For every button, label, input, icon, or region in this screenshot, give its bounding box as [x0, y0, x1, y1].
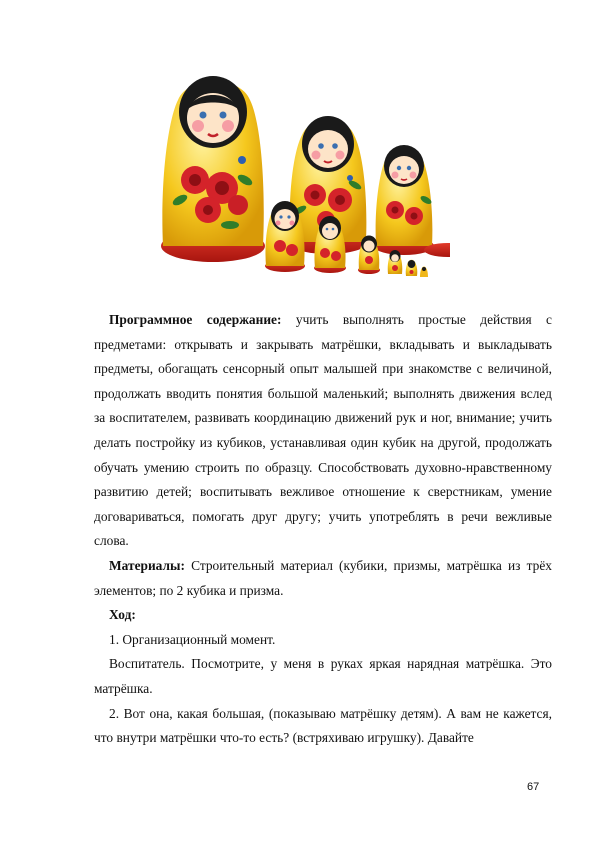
doll-10 [420, 267, 428, 278]
doll-1 [161, 76, 265, 262]
paragraph-program-content [94, 308, 552, 554]
text-step-2: 2. Вот она, какая большая, (показываю матрёшку детям). А вам не кажется, что внутри матрёшки что-то есть? (встряхиваю игрушку). Давайте [94, 705, 552, 746]
paragraph-materials [94, 554, 552, 603]
doll-9 [406, 260, 418, 276]
paragraph-course [94, 603, 552, 628]
paragraph-step-2 [94, 702, 552, 751]
text-step-1: 1. Организационный момент. [109, 631, 276, 647]
matryoshka-photo [150, 60, 450, 282]
paragraph-step-1 [94, 628, 552, 653]
doll-3 [374, 145, 434, 255]
heading-program-content: Программное содержание: [109, 312, 282, 327]
heading-course: Ход: [109, 607, 136, 623]
main-text [94, 308, 552, 751]
page-number: 67 [527, 781, 540, 793]
text-program-content: учить выполнять простые действия с предметами: открывать и закрывать матрёшки, вкладывать и выкладывать предметы, обогащать сенсорный опыт малышей при знакомстве с величиной, продолжать вводить понятия большой маленький; выполнять движения вслед за воспитателем, развивать координацию движений рук и ног, внимание; учить делать постройку из кубиков, устанавливая один кубик на другой, продолжать обучать умению строить по образцу. Способствовать духовно-нравственному развитию детей; воспитывать вежливое отношение к сверстникам, умение договариваться, помогать друг другу; учить употреблять в речи вежливые слова. [94, 312, 552, 549]
text-materials: Строительный материал (кубики, призмы, матрёшка из трёх элементов; по 2 кубика и призма. [94, 557, 552, 598]
heading-materials: Материалы: [109, 557, 185, 573]
text-teacher: Воспитатель. Посмотрите, у меня в руках яркая нарядная матрёшка. Это матрёшка. [94, 656, 552, 696]
paragraph-teacher [94, 652, 552, 701]
